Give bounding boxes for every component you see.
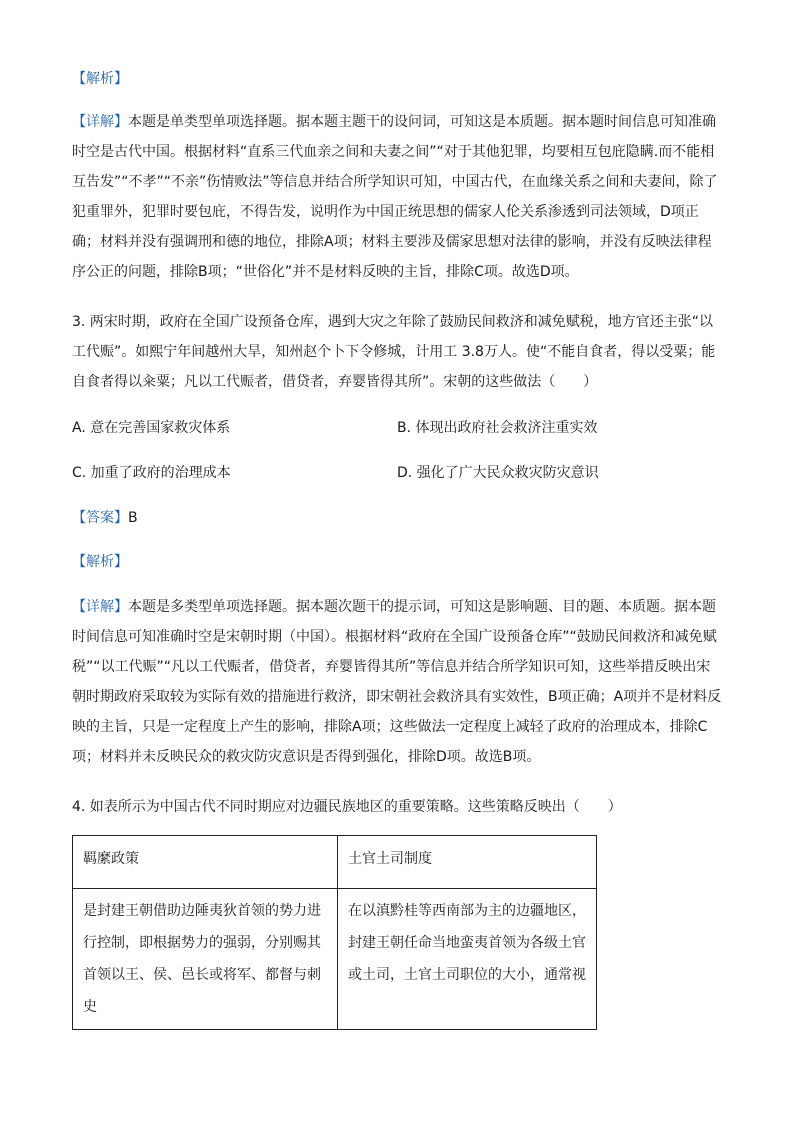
detail-paragraph-2 (72, 592, 722, 772)
q3-option-a: A. 意在完善国家救灾体系 (72, 420, 231, 436)
q3-option-c: C. 加重了政府的治理成本 (72, 465, 231, 481)
question-4-stem: 4. 如表所示为中国古代不同时期应对边疆民族地区的重要策略。这些策略反映出（ ） (72, 799, 622, 815)
table-cell-jimi: 是封建王朝借助边陲夷狄首领的势力进行控制，即根据势力的强弱，分别赐其首领以王、侯、邑长或将军、都督与刺史 (73, 889, 338, 1030)
detail-tag-2: 【详解】 (72, 599, 128, 615)
answer-tag: 【答案】 (72, 510, 128, 526)
detail-tag-1: 【详解】 (72, 114, 128, 130)
strategy-table (72, 835, 597, 1030)
table-header-jimi: 羁縻政策 (73, 836, 338, 889)
question-3-stem: 3. 两宋时期，政府在全国广设预备仓库，遇到大灾之年除了鼓励民间救济和减免赋税，地方官还主张“以工代赈”。如熙宁年间越州大旱，知州赵个卜下令修城，计用工 3.8万人。使“不能自食者，得以受粟；能自食者得以籴粟；凡以工代赈者，借贷者，弃婴皆得其所”。宋朝的这些做法（ ） (72, 314, 716, 390)
analysis-label-2: 【解析】 (72, 554, 128, 570)
table-header-tusi: 土官土司制度 (338, 836, 597, 889)
table-row (73, 889, 597, 1030)
table-header-row (73, 836, 597, 889)
q3-option-b: B. 体现出政府社会救济注重实效 (397, 420, 598, 436)
detail-text-1: 【详解】本题是单类型单项选择题。据本题主题干的设问词，可知这是本质题。据本题时间信息可知准确时空是古代中国。根据材料“直系三代血亲之间和夫妻之间”“对于其他犯罪，均要相互包庇隐瞒.而不能相互告发”“不孝”“不亲”伤情败法”等信息并结合所学知识可知，中国古代，在血缘关系之间和夫妻间，除了犯重罪外，犯罪时要包庇，不得告发，说明作为中国正统思想的儒家人伦关系渗透到司法领域，D项正确；材料并没有强调刑和德的地位，排除A项；材料主要涉及儒家思想对法律的影响，并没有反映法律程序公正的问题，排除B项；“世俗化”并不是材料反映的主旨，排除C项。故选D项。 (72, 114, 718, 280)
q3-option-d: D. 强化了广大民众救灾防灾意识 (397, 465, 599, 481)
detail-paragraph-1 (72, 107, 722, 287)
answer-value: B (128, 510, 138, 526)
q3-answer (72, 503, 722, 533)
analysis-label-1: 【解析】 (72, 71, 128, 87)
table-cell-tusi: 在以滇黔桂等西南部为主的边疆地区，封建王朝任命当地蛮夷首领为各级土官或土司，土官土司职位的大小，通常视 (338, 889, 597, 1030)
detail-text-2: 【详解】本题是多类型单项选择题。据本题次题干的提示词，可知这是影响题、目的题、本质题。据本题时间信息可知准确时空是宋朝时期（中国）。根据材料“政府在全国广设预备仓库”“鼓励民间救济和减免赋税”“以工代赈”“凡以工代赈者，借贷者，弃婴皆得其所”等信息并结合所学知识可知，这些举措反映出宋朝时期政府采取较为实际有效的措施进行救济，即宋朝社会救济具有实效性，B项正确；A项并不是材料反映的主旨，只是一定程度上产生的影响，排除A项；这些做法一定程度上减轻了政府的治理成本，排除C项；材料并未反映民众的救灾防灾意识是否得到强化，排除D项。故选B项。 (72, 599, 722, 765)
